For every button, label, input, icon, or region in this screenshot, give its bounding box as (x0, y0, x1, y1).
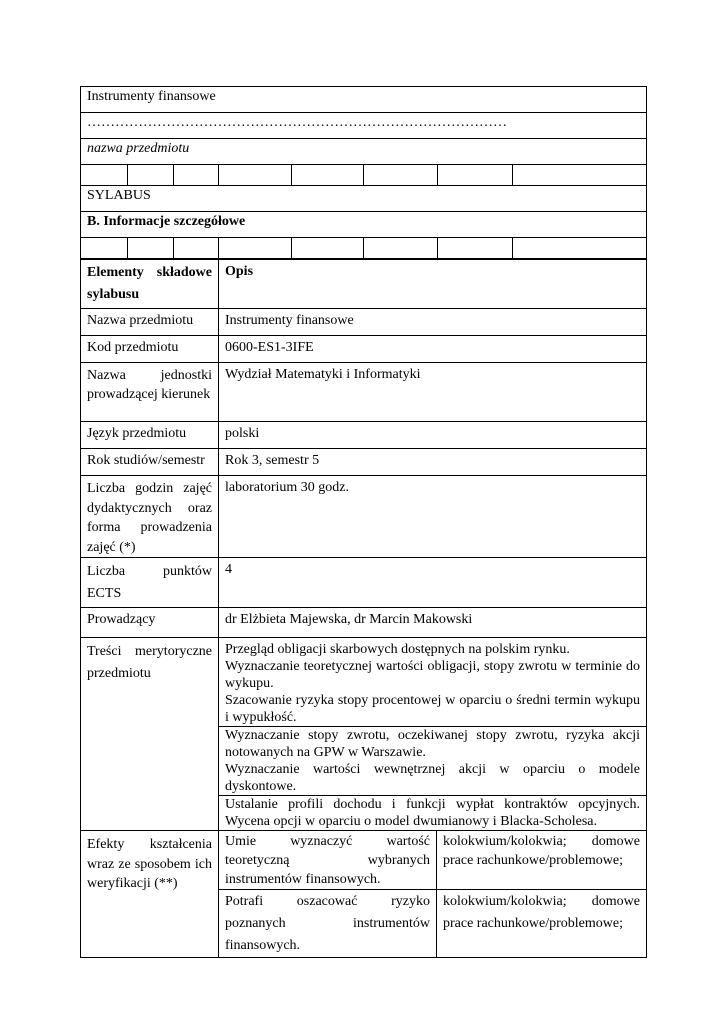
row-label: Nazwa przedmiotu (81, 309, 219, 336)
row-label: Treści merytoryczne przedmiotu (81, 638, 219, 831)
syllabus-header-table (80, 86, 647, 259)
row-value: Instrumenty finansowe (219, 309, 647, 336)
course-name-caption: nazwa przedmiotu (81, 139, 647, 165)
table-row (81, 309, 647, 336)
content-block-2 (219, 727, 647, 796)
table-row (81, 476, 647, 558)
syllabus-details-table (80, 259, 647, 958)
content-block-3 (219, 796, 647, 831)
table-row (81, 449, 647, 476)
empty-grid-row (81, 165, 647, 186)
row-label: Efekty kształcenia wraz ze sposobem ich weryfikacji (**) (81, 831, 219, 958)
row-value: laboratorium 30 godz. (219, 476, 647, 558)
row-value: 4 (219, 558, 647, 608)
verification-text: kolokwium/kolokwia; domowe prace rachunkowe/problemowe; (437, 890, 647, 958)
content-paragraph: Wyznaczanie stopy zwrotu, oczekiwanej stopy zwrotu, ryzyka akcji notowanych na GPW w Warszawie. (225, 728, 641, 760)
content-paragraph: Ustalanie profili dochodu i funkcji wypłat kontraktów opcyjnych. Wycena opcji w oparciu o model dwumianowy i Blacka-Scholesa. (225, 797, 641, 829)
verification-text: kolokwium/kolokwia; domowe prace rachunkowe/problemowe; (437, 831, 647, 890)
table-header-row (81, 260, 647, 309)
col-header-description: Opis (219, 260, 647, 309)
row-value: polski (219, 422, 647, 449)
course-name-dots: ……………………………………………………………………………… (81, 113, 647, 139)
row-label: Prowadzący (81, 608, 219, 638)
row-label: Liczba godzin zajęć dydaktycznych oraz forma prowadzenia zajęć (*) (81, 476, 219, 558)
row-label: Język przedmiotu (81, 422, 219, 449)
section-title: B. Informacje szczegółowe (81, 212, 647, 238)
table-row (81, 558, 647, 608)
table-row (81, 363, 647, 422)
content-paragraph: Przegląd obligacji skarbowych dostępnych na polskim rynku. (225, 642, 570, 657)
row-label: Kod przedmiotu (81, 336, 219, 363)
row-value: 0600-ES1-3IFE (219, 336, 647, 363)
row-value: Wydział Matematyki i Informatyki (219, 363, 647, 422)
table-row (81, 336, 647, 363)
empty-grid-row (81, 238, 647, 259)
syllabus-document (80, 86, 646, 958)
table-row (81, 831, 647, 890)
table-row (81, 638, 647, 727)
content-block-1 (219, 638, 647, 727)
content-paragraph: Szacowanie ryzyka stopy procentowej w oparciu o średni termin wykupu i wypukłość. (225, 693, 641, 725)
content-paragraph: Wyznaczanie wartości wewnętrznej akcji w oparciu o modele dyskontowe. (225, 762, 641, 794)
col-header-elements: Elementy składowe sylabusu (81, 260, 219, 309)
table-row (81, 422, 647, 449)
course-name: Instrumenty finansowe (81, 87, 647, 113)
row-label: Nazwa jednostki prowadzącej kierunek (81, 363, 219, 422)
content-paragraph: Wyznaczanie teoretycznej wartości obligacji, stopy zwrotu w terminie do wykupu. (225, 659, 641, 691)
effect-text: Potrafi oszacować ryzyko poznanych instrumentów finansowych. (219, 890, 437, 958)
syllabus-label: SYLABUS (81, 186, 647, 212)
effect-text: Umie wyznaczyć wartość teoretyczną wybranych instrumentów finansowych. (219, 831, 437, 890)
row-label: Rok studiów/semestr (81, 449, 219, 476)
row-value: Rok 3, semestr 5 (219, 449, 647, 476)
table-row (81, 608, 647, 638)
row-label: Liczba punktów ECTS (81, 558, 219, 608)
row-value: dr Elżbieta Majewska, dr Marcin Makowski (219, 608, 647, 638)
